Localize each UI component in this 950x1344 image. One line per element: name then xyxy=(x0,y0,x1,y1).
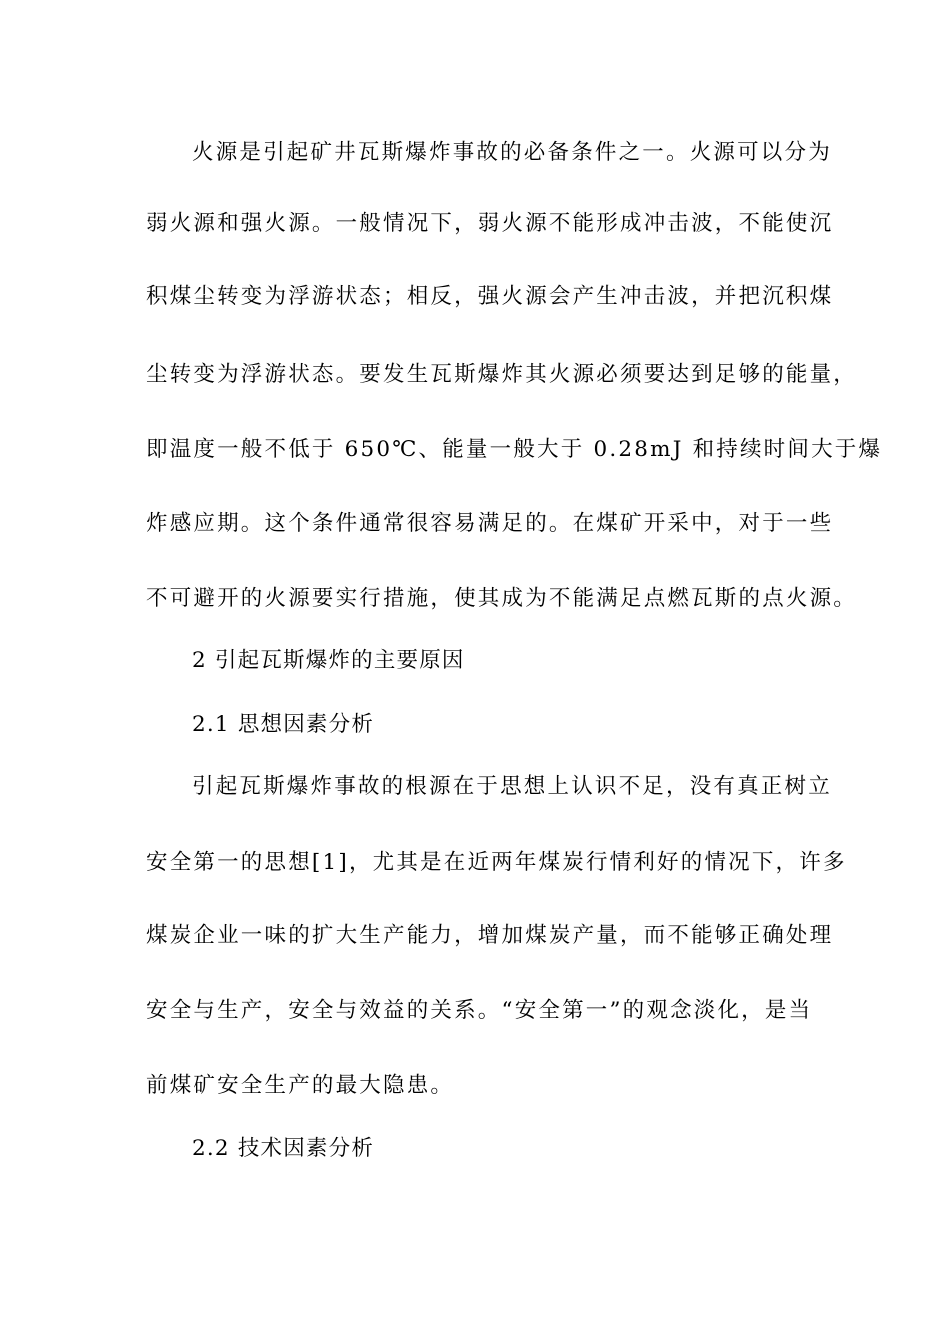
paragraph-1-line-6: 炸感应期。这个条件通常很容易满足的。在煤矿开采中，对于一些 xyxy=(146,511,834,536)
paragraph-1-line-2: 弱火源和强火源。一般情况下，弱火源不能形成冲击波，不能使沉 xyxy=(146,211,834,236)
section-2-heading: 2 引起瓦斯爆炸的主要原因 xyxy=(192,648,465,673)
section-2-2-heading: 2.2 技术因素分析 xyxy=(192,1136,375,1161)
paragraph-1-line-4: 尘转变为浮游状态。要发生瓦斯爆炸其火源必须要达到足够的能量， xyxy=(146,362,858,387)
paragraph-1-line-1: 火源是引起矿井瓦斯爆炸事故的必备条件之一。火源可以分为 xyxy=(192,140,832,165)
paragraph-2-line-3: 煤炭企业一味的扩大生产能力，增加煤炭产量，而不能够正确处理 xyxy=(146,923,834,948)
paragraph-2-line-1: 引起瓦斯爆炸事故的根源在于思想上认识不足，没有真正树立 xyxy=(192,774,832,799)
paragraph-2-line-5: 前煤矿安全生产的最大隐患。 xyxy=(146,1073,455,1098)
paragraph-2-line-4: 安全与生产，安全与效益的关系。“安全第一”的观念淡化，是当 xyxy=(146,998,813,1023)
section-2-1-heading: 2.1 思想因素分析 xyxy=(192,712,375,737)
paragraph-1-line-3: 积煤尘转变为浮游状态；相反，强火源会产生冲击波，并把沉积煤 xyxy=(146,284,834,309)
paragraph-2-line-2: 安全第一的思想[1]，尤其是在近两年煤炭行情利好的情况下，许多 xyxy=(146,850,847,875)
paragraph-1-line-7: 不可避开的火源要实行措施，使其成为不能满足点燃瓦斯的点火源。 xyxy=(146,586,858,611)
paragraph-1-line-5: 即温度一般不低于 650℃、能量一般大于 0.28mJ 和持续时间大于爆 xyxy=(146,437,883,462)
